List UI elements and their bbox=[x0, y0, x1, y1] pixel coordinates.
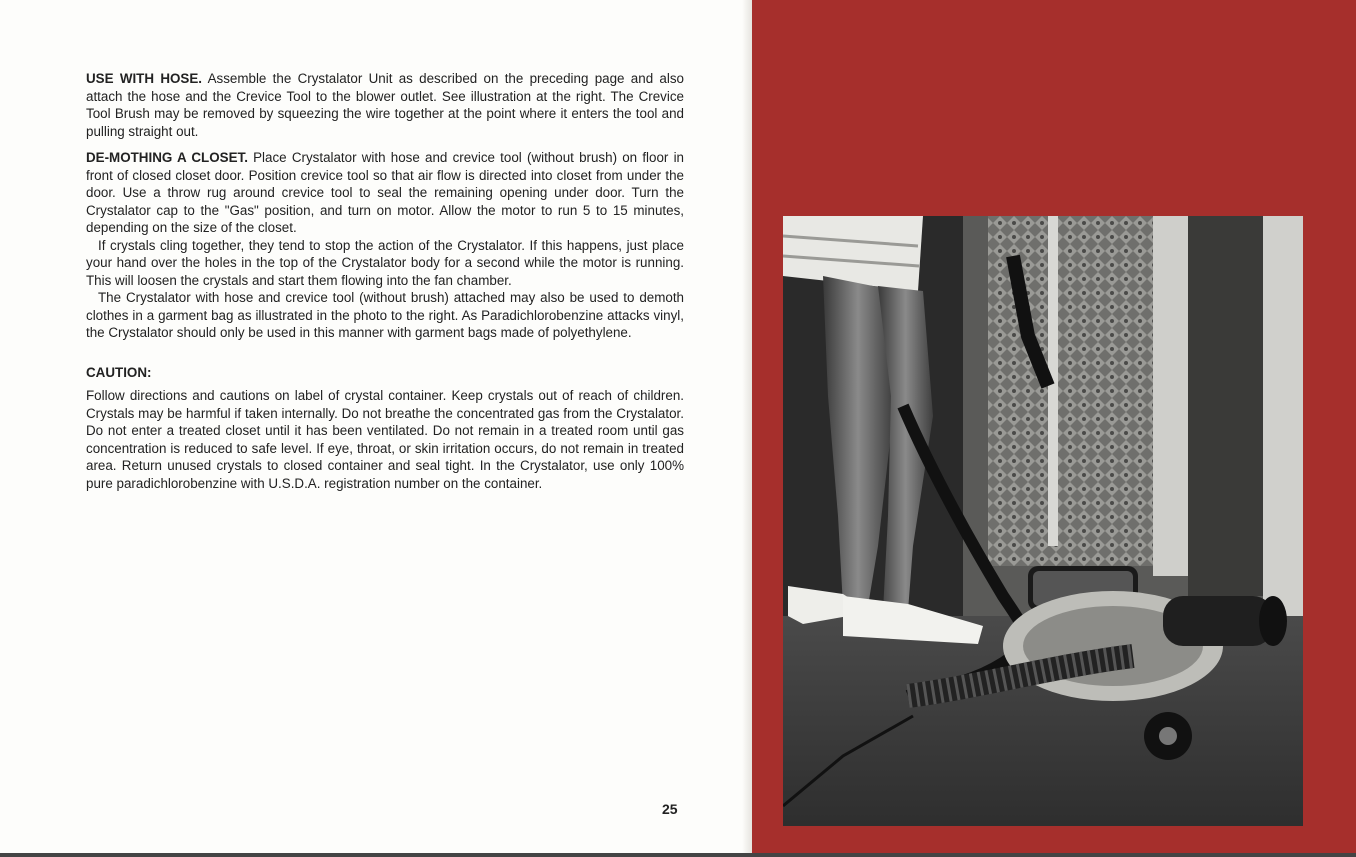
paragraph-crystals-cling: If crystals cling together, they tend to stop the action of the Crystalator. If this happens, just place your hand over the holes in the top of the Crystalator body for a second while the motor is running. This will loosen the crystals and start them flowing into the fan chamber. bbox=[86, 237, 684, 288]
section-de-mothing bbox=[86, 149, 684, 237]
section-heading: USE WITH HOSE. bbox=[86, 71, 203, 86]
section-body: Assemble the Crystalator Unit as described on the preceding page and also attach the hose and the Crevice Tool to the blower outlet. See illustration at the right. The Crevice Tool Brush may be removed by squeezing the wire together at the point where it enters the tool and pulling straight out. bbox=[86, 71, 684, 139]
product-photo bbox=[783, 216, 1303, 826]
section-body: Place Crystalator with hose and crevice tool (without brush) on floor in front of closed closet door. Position crevice tool so that air flow is directed into closet from under the door. Use a throw rug around crevice tool to seal the remaining opening under door. Turn the Crystalator cap to the "Gas" position, and turn on motor. Allow the motor to run 5 to 15 minutes, depending on the size of the closet. bbox=[86, 150, 685, 235]
instruction-text bbox=[86, 70, 684, 501]
section-heading: DE-MOTHING A CLOSET. bbox=[86, 150, 248, 165]
photo-illustration bbox=[783, 216, 1303, 826]
paragraph-garment-bag: The Crystalator with hose and crevice tool (without brush) attached may also be used to demoth clothes in a garment bag as illustrated in the photo to the right. As Paradichlorobenzine attacks vinyl, the Crystalator should only be used in this manner with garment bags made of polyethylene. bbox=[86, 290, 684, 340]
binding-shadow bbox=[742, 0, 752, 857]
caution-heading: CAUTION: bbox=[86, 364, 152, 380]
page-number: 25 bbox=[662, 801, 678, 817]
section-use-with-hose bbox=[86, 70, 684, 140]
caution-body: Follow directions and cautions on label of crystal container. Keep crystals out of reach of children. Crystals may be harmful if taken internally. Do not breathe the concentrated gas from the Crystalator. Do not enter a treated closet until it has been ventilated. Do not remain in a treated room until gas concentration is reduced to safe level. If eye, throat, or skin irritation occurs, do not remain in treated area. Return unused crystals to closed container and seal tight. In the Crystalator, use only 100% pure paradichlorobenzine with U.S.D.A. registration number on the container. bbox=[86, 388, 684, 491]
bottom-edge bbox=[0, 853, 1356, 857]
